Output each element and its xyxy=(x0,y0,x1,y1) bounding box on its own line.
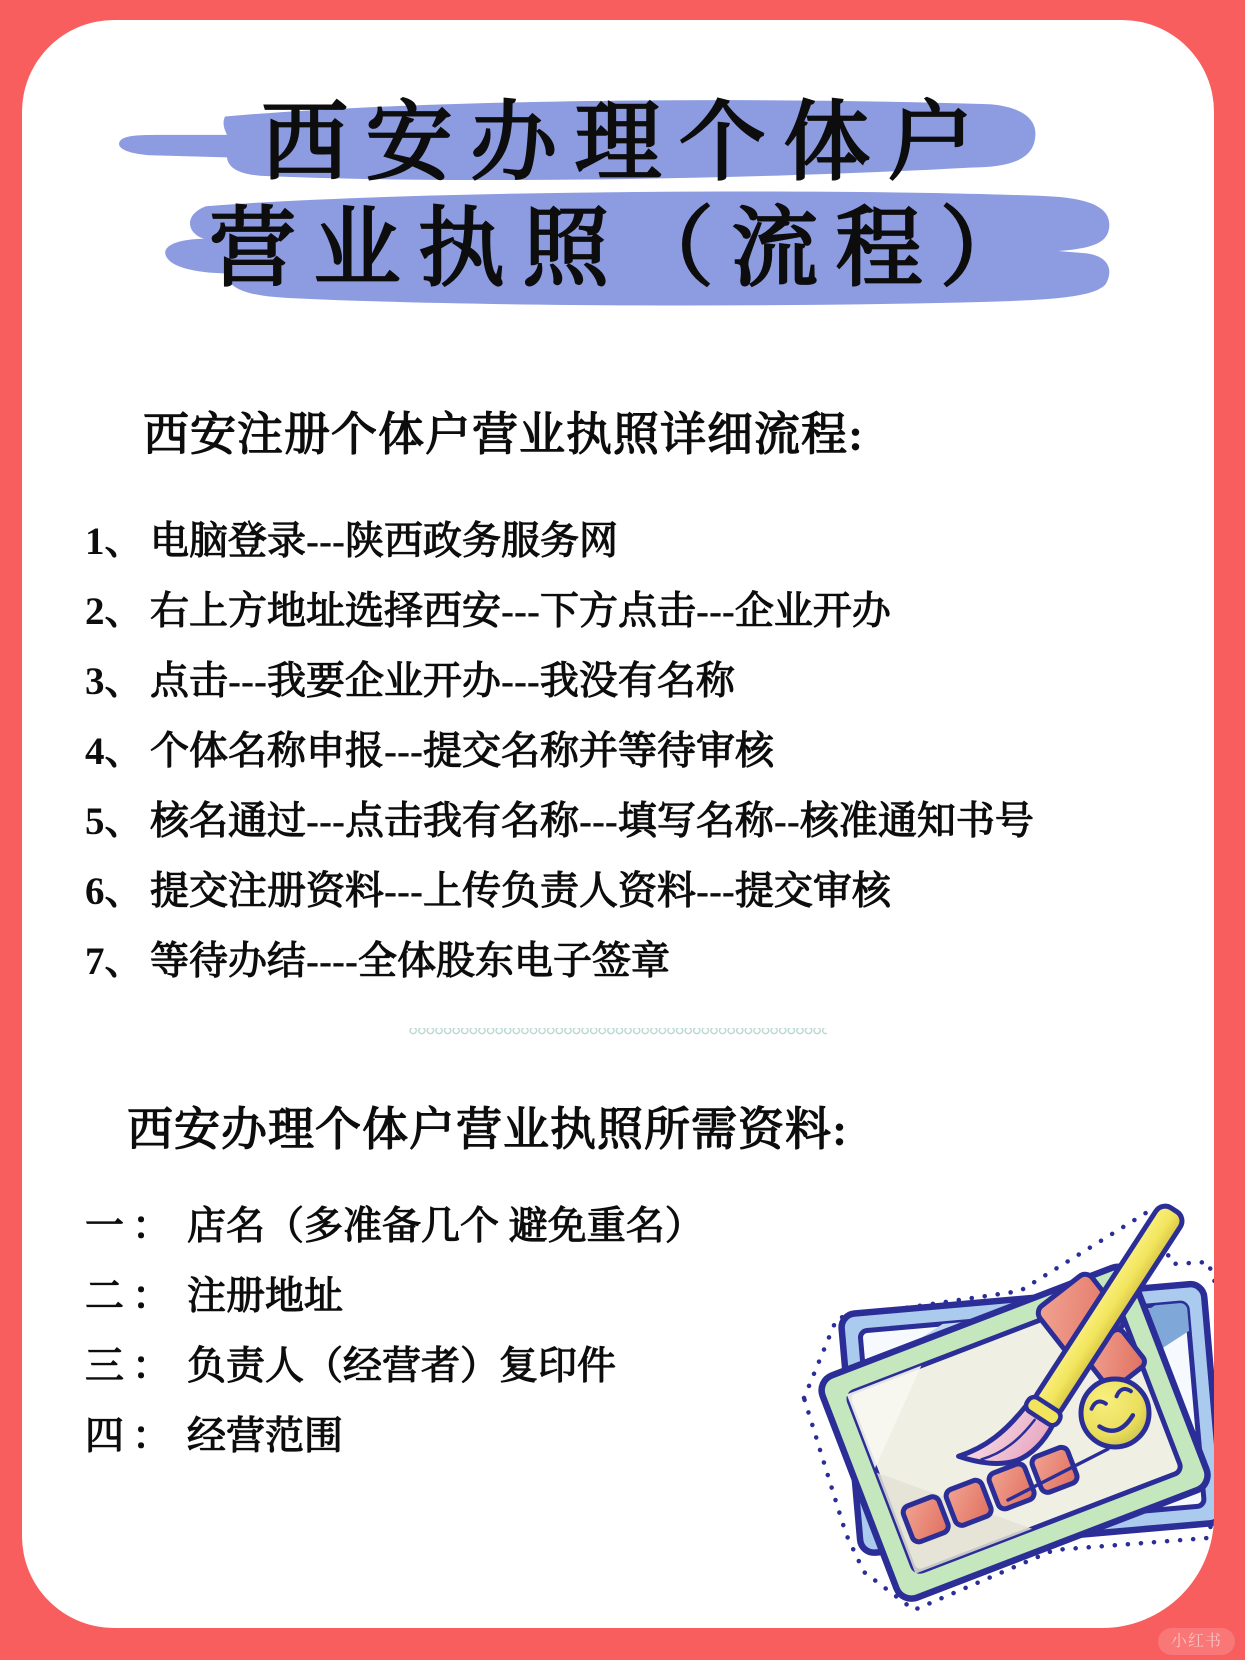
material-text: 店名（多准备几个 避免重名） xyxy=(187,1205,704,1248)
step-text: 点击---我要企业开办---我没有名称 xyxy=(150,660,735,703)
material-number: 二： xyxy=(85,1275,180,1318)
material-number: 四： xyxy=(85,1415,180,1458)
material-text: 注册地址 xyxy=(187,1275,344,1318)
step-number: 7、 xyxy=(85,940,144,983)
poster-title-line2: 营业执照（流程） xyxy=(209,200,1045,297)
section-divider xyxy=(409,1028,827,1038)
step-item-2 xyxy=(85,580,1214,650)
process-steps-list xyxy=(85,510,1214,1000)
step-text: 核名通过---点击我有名称---填写名称--核准通知书号 xyxy=(150,800,1034,843)
step-text: 电脑登录---陕西政务服务网 xyxy=(150,520,618,563)
step-number: 3、 xyxy=(85,660,144,703)
step-item-6 xyxy=(85,860,1214,930)
material-text: 负责人（经营者）复印件 xyxy=(187,1345,617,1388)
step-item-4 xyxy=(85,720,1214,790)
step-text: 右上方地址选择西安---下方点击---企业开办 xyxy=(150,590,891,633)
section2-heading: 西安办理个体户营业执照所需资料: xyxy=(127,1104,849,1155)
smiley-face-icon xyxy=(1081,1379,1149,1447)
poster-card xyxy=(22,20,1214,1628)
step-text: 提交注册资料---上传负责人资料---提交审核 xyxy=(150,870,891,913)
section1-heading: 西安注册个体户营业执照详细流程: xyxy=(143,409,865,460)
step-item-5 xyxy=(85,790,1214,860)
step-number: 4、 xyxy=(85,730,144,773)
step-item-3 xyxy=(85,650,1214,720)
license-cards-illustration xyxy=(752,1166,1214,1616)
step-item-1 xyxy=(85,510,1214,580)
material-number: 三： xyxy=(85,1345,180,1388)
xiaohongshu-watermark: 小红书 xyxy=(1158,1628,1235,1655)
step-text: 等待办结----全体股东电子签章 xyxy=(150,940,670,983)
step-item-7 xyxy=(85,930,1214,1000)
step-number: 2、 xyxy=(85,590,144,633)
material-number: 一： xyxy=(85,1205,180,1248)
step-text: 个体名称申报---提交名称并等待审核 xyxy=(150,730,774,773)
step-number: 1、 xyxy=(85,520,144,563)
poster-title-line1: 西安办理个体户 xyxy=(261,94,993,191)
step-number: 5、 xyxy=(85,800,144,843)
material-text: 经营范围 xyxy=(187,1415,344,1458)
title-block xyxy=(22,20,1214,302)
step-number: 6、 xyxy=(85,870,144,913)
